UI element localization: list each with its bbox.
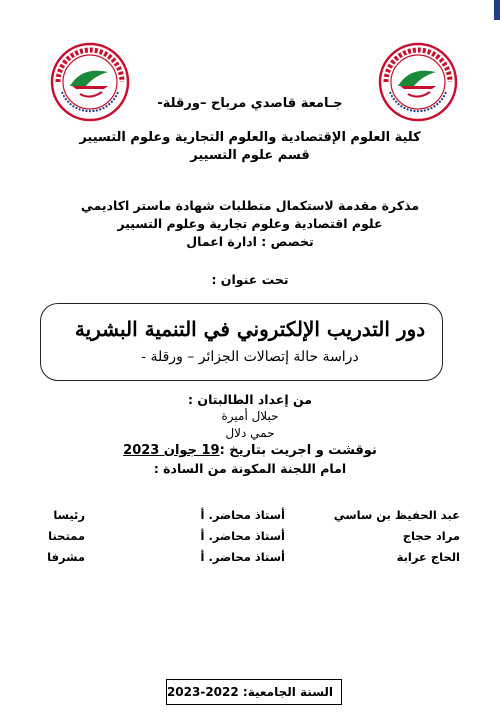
member-name: الحاج عرابة bbox=[396, 550, 460, 564]
faculty-name: كلية العلوم الإقتصادية والعلوم التجارية وعلوم التسيير bbox=[79, 130, 421, 145]
member-rank: أستاذ محاضر. أ bbox=[200, 529, 285, 543]
memo-specialty: تخصص : ادارة اعمال bbox=[186, 234, 314, 249]
defense-date-line bbox=[0, 443, 500, 458]
member-rank: أستاذ محاضر. أ bbox=[200, 550, 285, 564]
committee-row bbox=[0, 529, 500, 547]
member-name: عبد الحفيظ بن ساسي bbox=[333, 508, 460, 522]
student-name: حبلال أميرة bbox=[221, 409, 279, 423]
member-role: ممتحنا bbox=[48, 529, 85, 543]
committee-row bbox=[0, 550, 500, 568]
defense-prefix: نوقشت و اجريت بتاريخ : bbox=[219, 443, 377, 458]
member-role: مشرفا bbox=[47, 550, 85, 564]
department-name: قسم علوم التسيير bbox=[190, 148, 310, 163]
member-name: مراد حجاج bbox=[402, 529, 460, 543]
top-bar bbox=[0, 0, 500, 20]
member-role: رئيسا bbox=[53, 508, 85, 522]
student-name: حمي دلال bbox=[225, 426, 275, 440]
committee-label: امام اللجنة المكونة من السادة : bbox=[153, 461, 347, 476]
university-name: جـامعة قاصدي مرباح –ورقلة- bbox=[157, 96, 343, 111]
memo-purpose: مذكرة مقدمة لاستكمال متطلبات شهادة ماستر اكاديمي bbox=[80, 198, 420, 213]
top-bar-accent bbox=[494, 0, 500, 20]
under-title-label: تحت عنوان : bbox=[211, 272, 289, 287]
member-rank: أستاذ محاضر. أ bbox=[200, 508, 285, 522]
committee-row bbox=[0, 508, 500, 526]
thesis-title-box bbox=[40, 303, 443, 381]
academic-year: السنة الجامعية: 2022-2023 bbox=[166, 685, 334, 699]
memo-field: علوم اقتصادية وعلوم تجارية وعلوم التسيير bbox=[117, 216, 383, 231]
thesis-title: دور التدريب الإلكتروني في التنمية البشرية bbox=[74, 317, 426, 341]
defense-date: 19 جوان 2023 bbox=[123, 443, 220, 458]
prepared-by-label: من إعداد الطالبتان : bbox=[188, 392, 312, 407]
thesis-subtitle: دراسة حالة إتصالات الجزائر – ورقلة - bbox=[141, 349, 359, 365]
